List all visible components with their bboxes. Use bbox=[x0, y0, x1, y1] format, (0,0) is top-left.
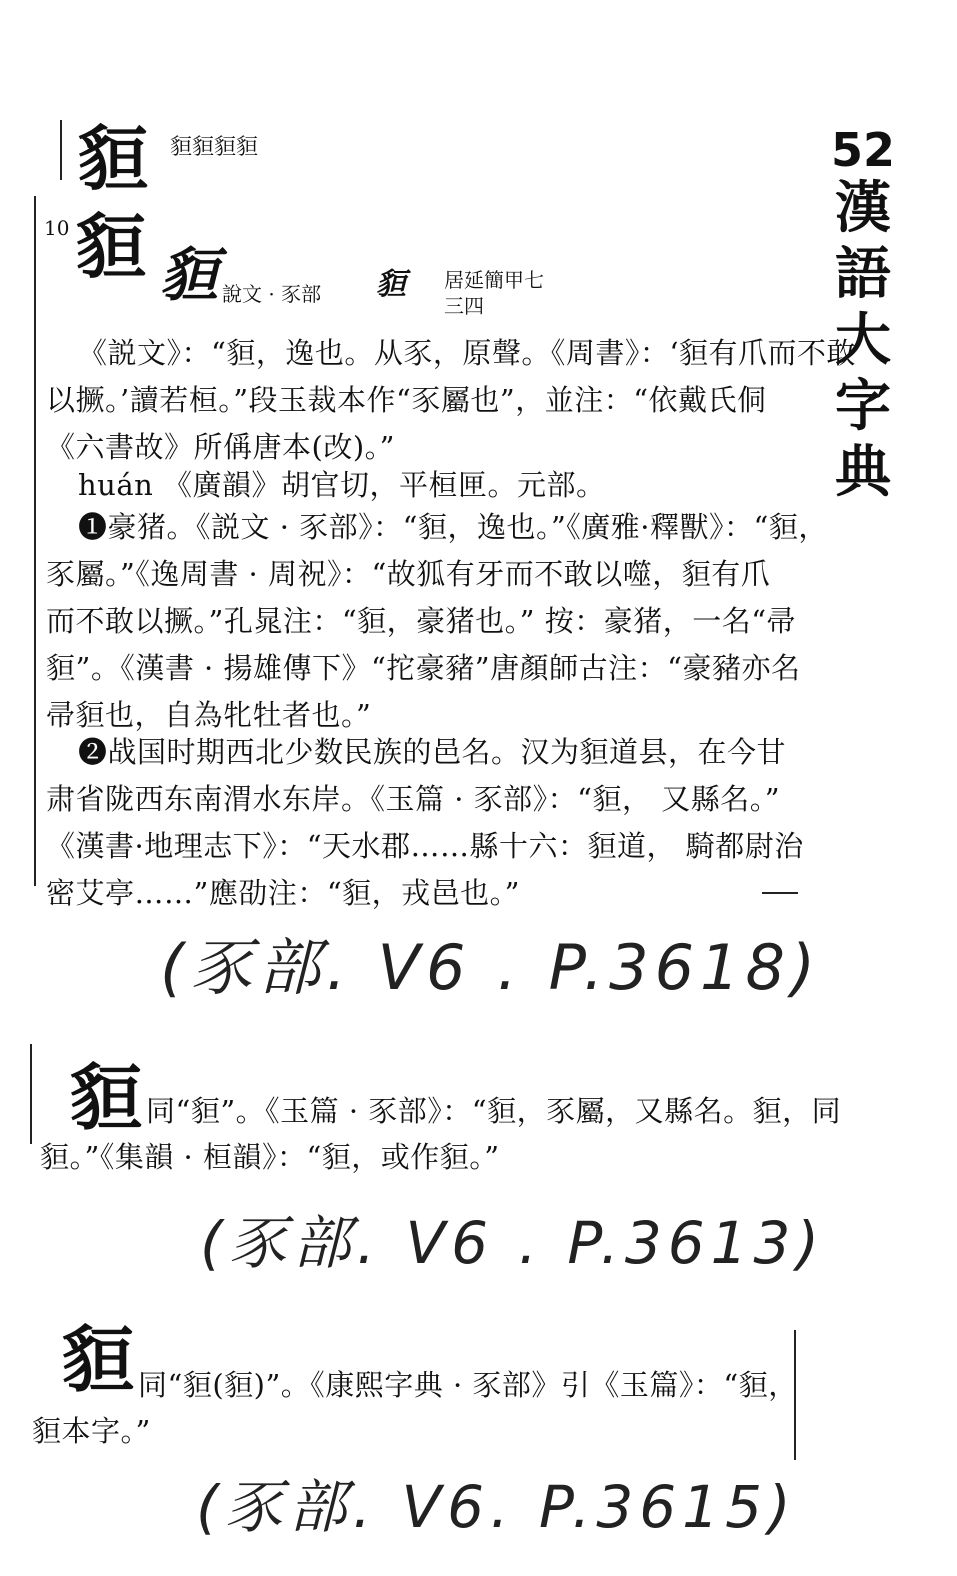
seal-source: 說文 · 豕部 bbox=[222, 282, 322, 306]
headword: 貆 bbox=[62, 1317, 135, 1402]
definition-line: 豕屬。”《逸周書 · 周祝》：“故狐有牙而不敢以噬，貆有爪 bbox=[46, 557, 771, 591]
title-char: 漢 bbox=[835, 176, 891, 241]
handwritten-note: (豕部. V6 . P.3613) bbox=[200, 1209, 826, 1277]
seal-script-glyph: 貆 bbox=[160, 241, 219, 309]
margin-rule bbox=[60, 120, 62, 180]
dictionary-title bbox=[828, 124, 898, 506]
definition-line: 貆本字。” bbox=[32, 1414, 151, 1448]
title-char: 字 bbox=[835, 374, 891, 439]
headword: 貆 bbox=[70, 1055, 143, 1140]
title-char: 大 bbox=[835, 308, 891, 373]
slip-source: 居延簡甲七 bbox=[444, 268, 544, 292]
definition-line: 《漢書·地理志下》：“天水郡……縣十六：貆道， 騎都尉治 bbox=[46, 829, 804, 863]
definition-line: 密艾亭……”應劭注：“貆，戎邑也。” bbox=[46, 876, 520, 910]
definition-line: 而不敢以撅。”孔晁注：“貆，豪猪也。” 按：豪猪，一名“帚 bbox=[46, 604, 797, 638]
page-number: 52 bbox=[830, 123, 895, 177]
variant-forms: 貆貆貆貆 bbox=[170, 135, 259, 160]
definition-line: 同“貆”。《玉篇 · 豕部》：“貆，豕屬，又縣名。貆，同 bbox=[146, 1094, 842, 1128]
handwritten-note: (豕部. V6. P.3615) bbox=[196, 1473, 797, 1541]
definition-line: 貆。”《集韻 · 桓韻》：“貆，或作貆。” bbox=[40, 1140, 500, 1174]
pronunciation-line: huán 《廣韻》胡官切，平桓匣。元部。 bbox=[78, 468, 606, 502]
definition-line: 同“貆(貆)”。《康熙字典 · 豕部》引《玉篇》：“貆， bbox=[138, 1368, 798, 1402]
stroke-count: 10 bbox=[44, 216, 70, 240]
definition-line: ❷战国时期西北少数民族的邑名。汉为貆道县，在今甘 bbox=[78, 735, 787, 769]
margin-rule bbox=[34, 196, 36, 886]
headword: 貆 bbox=[76, 205, 146, 288]
definition-line: 貆”。《漢書 · 揚雄傳下》“拕豪豬”唐顏師古注：“豪豬亦名 bbox=[46, 651, 801, 685]
title-char: 語 bbox=[835, 242, 891, 307]
margin-rule bbox=[30, 1044, 32, 1144]
margin-rule bbox=[762, 892, 798, 894]
title-char: 典 bbox=[835, 440, 891, 505]
slip-script-glyph: 貆 bbox=[376, 267, 406, 302]
variant-headword: 貆 bbox=[78, 117, 148, 200]
definition-line: 《六書故》所偁唐本(改)。” bbox=[46, 430, 395, 464]
definition-line: ❶豪猪。《説文 · 豕部》：“貆，逸也。”《廣雅·釋獸》：“貆， bbox=[78, 510, 828, 544]
definition-line: 《説文》：“貆，逸也。从豕，原聲。《周書》：‘貆有爪而不敢 bbox=[78, 336, 857, 370]
definition-line: 以撅。’讀若桓。”段玉裁本作“豕屬也”，並注：“依戴氏侗 bbox=[46, 383, 767, 417]
handwritten-note: (豕部. V6 . P.3618) bbox=[160, 931, 822, 1004]
slip-source: 三四 bbox=[444, 294, 484, 318]
definition-line: 帚貆也，自為牝牡者也。” bbox=[46, 698, 372, 732]
definition-line: 肃省陇西东南渭水东岸。《玉篇 · 豕部》：“貆， 又縣名。” bbox=[46, 782, 781, 816]
